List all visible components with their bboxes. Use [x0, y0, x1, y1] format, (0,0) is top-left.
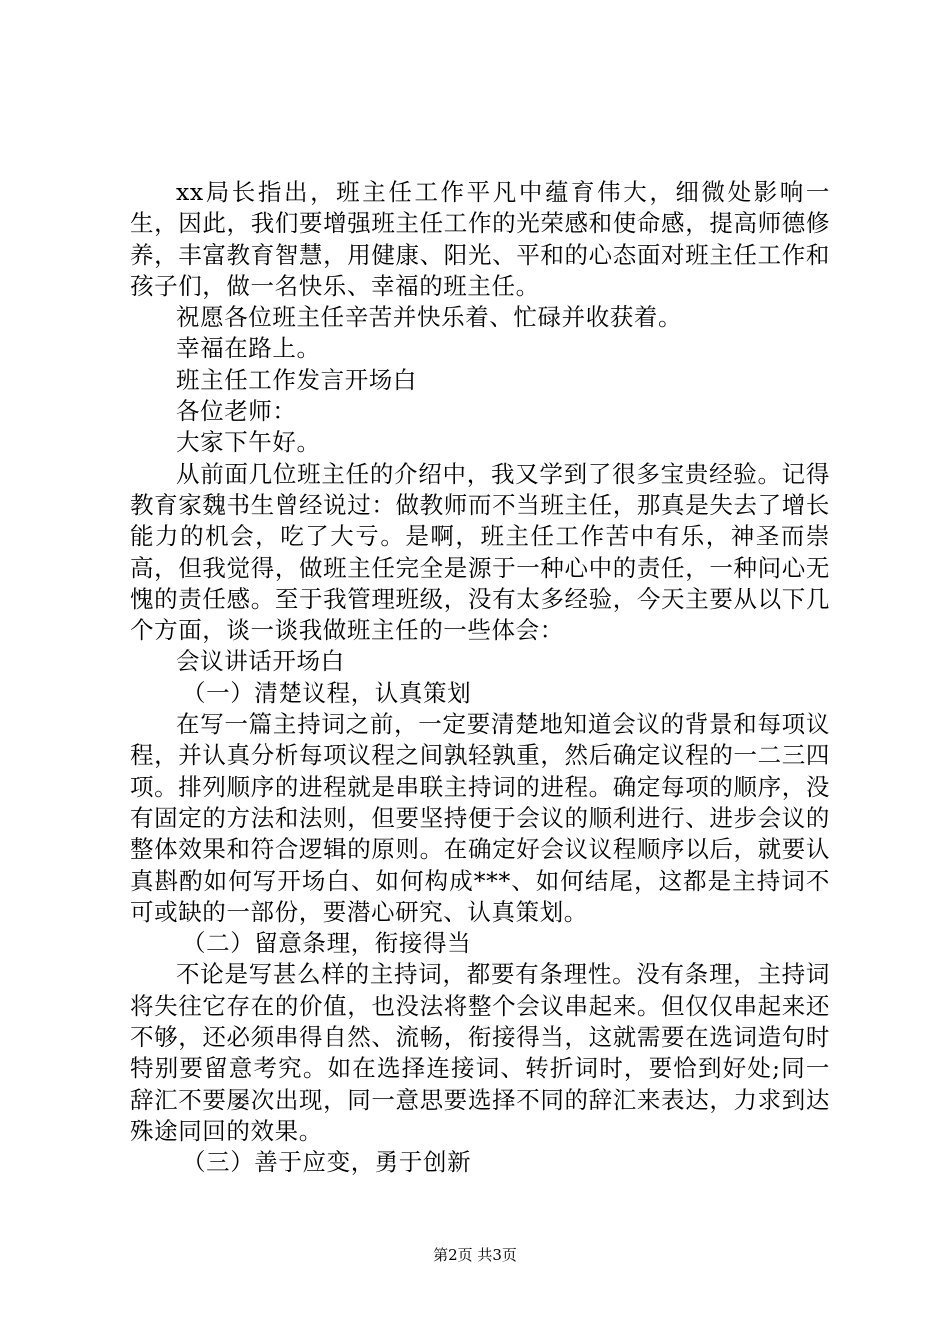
paragraph-5: 各位老师： [176, 397, 297, 426]
paragraph-7: 从前面几位班主任的介绍中，我又学到了很多宝贵经验。记得教育家魏书生曾经说过：做教师而不当班主任，那真是失去了增长能力的机会，吃了大亏。是啊，班主任工作苦中有乐，神圣而崇高，但我觉得，做班主任完全是源于一种心中的责任，一种问心无愧的责任感。至于我管理班级，没有太多经验，今天主要从以下几个方面，谈一谈我做班主任的一些体会： [130, 459, 830, 645]
paragraph-10: 在写一篇主持词之前，一定要清楚地知道会议的背景和每项议程，并认真分析每项议程之间孰轻孰重，然后确定议程的一二三四项。排列顺序的进程就是串联主持词的进程。确定每项的顺序，没有固定的方法和法则，但要坚持便于会议的顺利进行、进步会议的整体效果和符合逻辑的原则。在确定好会议议程顺序以后，就要认真斟酌如何写开场白、如何构成***、如何结尾，这都是主持词不可或缺的一部份，要潜心研究、认真策划。 [130, 710, 830, 926]
paragraph-12: 不论是写甚么样的主持词，都要有条理性。没有条理，主持词将失往它存在的价值，也没法将整个会议串起来。但仅仅串起来还不够，还必须串得自然、流畅，衔接得当，这就需要在选词造句时特别要留意考究。如在选择连接词、转折词时，要恰到好处;同一辞汇不要屡次出现，同一意思要选择不同的辞汇来表达，力求到达殊途同回的效果。 [130, 960, 830, 1145]
section-heading-1: （一）清楚议程，认真策划 [182, 678, 472, 707]
section-heading-3: （三）善于应变，勇于创新 [182, 1148, 472, 1177]
paragraph-3: 幸福在路上。 [176, 334, 321, 363]
paragraph-4: 班主任工作发言开场白 [176, 365, 417, 394]
paragraph-2: 祝愿各位班主任辛苦并快乐着、忙碌并收获着。 [176, 303, 683, 332]
document-body [130, 177, 830, 1179]
page-footer: 第2页 共3页 [433, 1246, 517, 1264]
section-heading-2: （二）留意条理，衔接得当 [182, 929, 472, 958]
paragraph-8: 会议讲话开场白 [176, 647, 345, 676]
paragraph-6: 大家下午好。 [176, 428, 321, 457]
paragraph-1: xx局长指出，班主任工作平凡中蕴育伟大，细微处影响一生，因此，我们要增强班主任工作的光荣感和使命感，提高师德修养，丰富教育智慧，用健康、阳光、平和的心态面对班主任工作和孩子们，做一名快乐、幸福的班主任。 [130, 178, 830, 300]
